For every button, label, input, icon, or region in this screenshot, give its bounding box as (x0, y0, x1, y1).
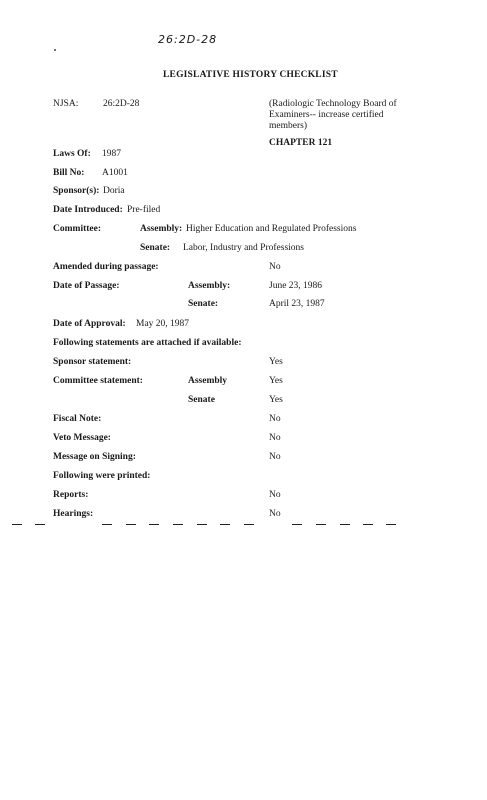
handwritten-header: 26:2D-28 (158, 33, 218, 46)
fiscal-note-label: Fiscal Note: (53, 414, 102, 424)
committee-senate-label: Senate: (140, 243, 171, 253)
date-of-approval-label: Date of Approval: (53, 319, 126, 329)
date-introduced-label: Date Introduced: (53, 205, 123, 215)
description-line-3: members) (269, 121, 307, 131)
laws-of-value: 1987 (102, 149, 121, 159)
reports-value: No (269, 490, 281, 500)
date-of-approval-value: May 20, 1987 (136, 319, 190, 329)
following-printed-heading: Following were printed: (53, 471, 151, 481)
description-line-1: (Radiologic Technology Board of (269, 99, 397, 109)
bill-no-value: A1001 (102, 168, 128, 178)
committee-statement-label: Committee statement: (53, 376, 143, 386)
committee-statement-senate-value: Yes (269, 395, 283, 405)
page-title: LEGISLATIVE HISTORY CHECKLIST (163, 70, 338, 80)
date-introduced-value: Pre-filed (127, 205, 161, 215)
committee-statement-senate-label: Senate (188, 395, 215, 405)
amended-value: No (269, 262, 281, 272)
committee-assembly-value: Higher Education and Regulated Professions (186, 224, 357, 234)
sponsor-statement-label: Sponsor statement: (53, 357, 132, 367)
veto-message-value: No (269, 433, 281, 443)
hearings-value: No (269, 509, 281, 519)
veto-message-label: Veto Message: (53, 433, 111, 443)
stray-mark (54, 49, 56, 51)
passage-assembly-label: Assembly: (188, 281, 231, 291)
description-line-2: Examiners-- increase certified (269, 110, 384, 120)
message-on-signing-value: No (269, 452, 281, 462)
passage-senate-label: Senate: (188, 299, 219, 309)
sponsor-label: Sponsor(s): (53, 186, 100, 196)
sponsor-statement-value: Yes (269, 357, 283, 367)
reports-label: Reports: (53, 490, 89, 500)
date-of-passage-label: Date of Passage: (53, 281, 120, 291)
passage-assembly-value: June 23, 1986 (269, 281, 323, 291)
sponsor-value: Doria (103, 186, 125, 196)
laws-of-label: Laws Of: (53, 149, 91, 159)
following-statements-heading: Following statements are attached if available: (53, 338, 242, 348)
committee-label: Committee: (53, 224, 102, 234)
njsa-label: NJSA: (53, 99, 79, 109)
amended-label: Amended during passage: (53, 262, 159, 272)
committee-statement-assembly-label: Assembly (188, 376, 228, 386)
chapter: CHAPTER 121 (269, 138, 333, 148)
njsa-value: 26:2D-28 (103, 99, 140, 109)
passage-senate-value: April 23, 1987 (269, 299, 325, 309)
committee-assembly-label: Assembly: (140, 224, 183, 234)
hearings-label: Hearings: (53, 509, 94, 519)
fiscal-note-value: No (269, 414, 281, 424)
committee-senate-value: Labor, Industry and Professions (183, 243, 304, 253)
committee-statement-assembly-value: Yes (269, 376, 283, 386)
message-on-signing-label: Message on Signing: (53, 452, 136, 462)
bill-no-label: Bill No: (53, 168, 85, 178)
